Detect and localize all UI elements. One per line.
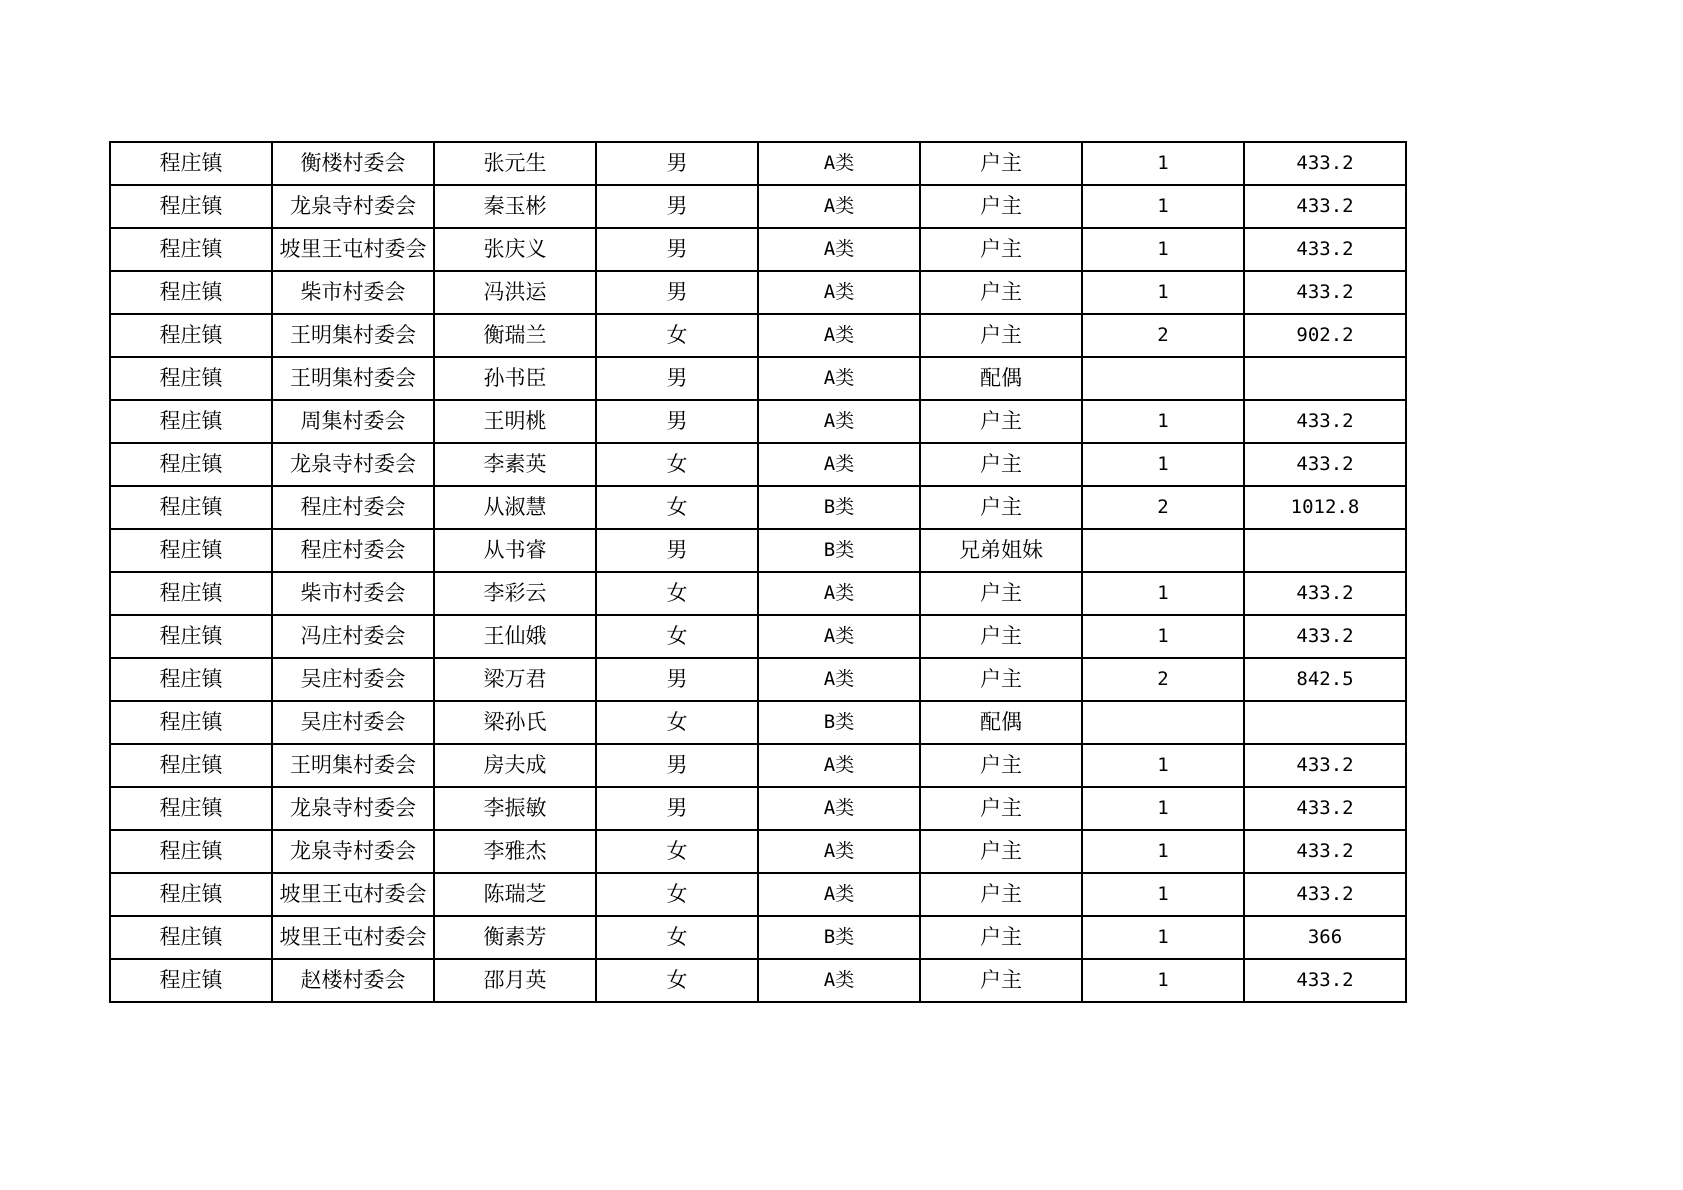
category-cell: B类 (758, 701, 920, 744)
amount-cell (1244, 701, 1406, 744)
name-cell: 梁孙氏 (434, 701, 596, 744)
relation-cell: 户主 (920, 486, 1082, 529)
category-cell: A类 (758, 443, 920, 486)
amount-cell: 433.2 (1244, 443, 1406, 486)
table-row (110, 572, 1406, 615)
relation-cell: 户主 (920, 400, 1082, 443)
village-cell: 衡楼村委会 (272, 142, 434, 185)
village-cell: 龙泉寺村委会 (272, 185, 434, 228)
gender-cell: 男 (596, 787, 758, 830)
table-row (110, 400, 1406, 443)
table-row (110, 873, 1406, 916)
household-count-cell: 1 (1082, 615, 1244, 658)
amount-cell: 433.2 (1244, 830, 1406, 873)
category-cell: A类 (758, 615, 920, 658)
name-cell: 衡瑞兰 (434, 314, 596, 357)
category-cell: A类 (758, 744, 920, 787)
gender-cell: 女 (596, 314, 758, 357)
amount-cell: 433.2 (1244, 185, 1406, 228)
relation-cell: 配偶 (920, 357, 1082, 400)
category-cell: A类 (758, 228, 920, 271)
town-cell: 程庄镇 (110, 873, 272, 916)
amount-cell (1244, 357, 1406, 400)
household-count-cell: 1 (1082, 744, 1244, 787)
name-cell: 秦玉彬 (434, 185, 596, 228)
village-cell: 王明集村委会 (272, 744, 434, 787)
table-row (110, 271, 1406, 314)
gender-cell: 女 (596, 830, 758, 873)
category-cell: A类 (758, 873, 920, 916)
relation-cell: 户主 (920, 228, 1082, 271)
relation-cell: 户主 (920, 916, 1082, 959)
category-cell: B类 (758, 486, 920, 529)
gender-cell: 女 (596, 615, 758, 658)
relation-cell: 户主 (920, 142, 1082, 185)
household-count-cell: 1 (1082, 271, 1244, 314)
relation-cell: 户主 (920, 185, 1082, 228)
name-cell: 孙书臣 (434, 357, 596, 400)
amount-cell: 433.2 (1244, 873, 1406, 916)
town-cell: 程庄镇 (110, 443, 272, 486)
table-row (110, 357, 1406, 400)
household-count-cell: 1 (1082, 572, 1244, 615)
category-cell: B类 (758, 916, 920, 959)
village-cell: 程庄村委会 (272, 529, 434, 572)
household-count-cell: 1 (1082, 185, 1244, 228)
amount-cell: 433.2 (1244, 572, 1406, 615)
name-cell: 邵月英 (434, 959, 596, 1002)
category-cell: A类 (758, 658, 920, 701)
relation-cell: 户主 (920, 830, 1082, 873)
village-cell: 吴庄村委会 (272, 658, 434, 701)
name-cell: 张庆义 (434, 228, 596, 271)
household-count-cell: 1 (1082, 916, 1244, 959)
gender-cell: 女 (596, 916, 758, 959)
table-row (110, 744, 1406, 787)
category-cell: A类 (758, 830, 920, 873)
relation-cell: 户主 (920, 959, 1082, 1002)
gender-cell: 男 (596, 185, 758, 228)
household-count-cell: 2 (1082, 486, 1244, 529)
amount-cell: 1012.8 (1244, 486, 1406, 529)
amount-cell: 433.2 (1244, 228, 1406, 271)
amount-cell: 433.2 (1244, 744, 1406, 787)
village-cell: 龙泉寺村委会 (272, 787, 434, 830)
relation-cell: 户主 (920, 615, 1082, 658)
name-cell: 梁万君 (434, 658, 596, 701)
village-cell: 龙泉寺村委会 (272, 443, 434, 486)
name-cell: 衡素芳 (434, 916, 596, 959)
gender-cell: 男 (596, 744, 758, 787)
village-cell: 王明集村委会 (272, 357, 434, 400)
gender-cell: 女 (596, 959, 758, 1002)
town-cell: 程庄镇 (110, 787, 272, 830)
table-row (110, 228, 1406, 271)
amount-cell: 902.2 (1244, 314, 1406, 357)
gender-cell: 女 (596, 486, 758, 529)
table-row (110, 830, 1406, 873)
gender-cell: 女 (596, 873, 758, 916)
amount-cell: 433.2 (1244, 271, 1406, 314)
household-count-cell: 1 (1082, 830, 1244, 873)
gender-cell: 男 (596, 271, 758, 314)
category-cell: B类 (758, 529, 920, 572)
name-cell: 从淑慧 (434, 486, 596, 529)
name-cell: 王明桃 (434, 400, 596, 443)
town-cell: 程庄镇 (110, 701, 272, 744)
category-cell: A类 (758, 787, 920, 830)
table-row (110, 314, 1406, 357)
amount-cell: 433.2 (1244, 142, 1406, 185)
gender-cell: 男 (596, 357, 758, 400)
relation-cell: 户主 (920, 271, 1082, 314)
name-cell: 陈瑞芝 (434, 873, 596, 916)
name-cell: 从书睿 (434, 529, 596, 572)
category-cell: A类 (758, 271, 920, 314)
name-cell: 李彩云 (434, 572, 596, 615)
relation-cell: 户主 (920, 443, 1082, 486)
household-count-cell (1082, 357, 1244, 400)
category-cell: A类 (758, 357, 920, 400)
relation-cell: 户主 (920, 572, 1082, 615)
amount-cell: 433.2 (1244, 787, 1406, 830)
relation-cell: 户主 (920, 314, 1082, 357)
amount-cell: 842.5 (1244, 658, 1406, 701)
amount-cell: 366 (1244, 916, 1406, 959)
table-row (110, 959, 1406, 1002)
table-row (110, 615, 1406, 658)
relation-cell: 户主 (920, 744, 1082, 787)
category-cell: A类 (758, 185, 920, 228)
village-cell: 程庄村委会 (272, 486, 434, 529)
town-cell: 程庄镇 (110, 959, 272, 1002)
village-cell: 坡里王屯村委会 (272, 873, 434, 916)
village-cell: 冯庄村委会 (272, 615, 434, 658)
gender-cell: 男 (596, 142, 758, 185)
town-cell: 程庄镇 (110, 314, 272, 357)
village-cell: 赵楼村委会 (272, 959, 434, 1002)
table-row (110, 787, 1406, 830)
household-count-cell (1082, 529, 1244, 572)
category-cell: A类 (758, 314, 920, 357)
household-count-cell: 2 (1082, 314, 1244, 357)
relation-cell: 户主 (920, 873, 1082, 916)
town-cell: 程庄镇 (110, 228, 272, 271)
table-row (110, 701, 1406, 744)
town-cell: 程庄镇 (110, 572, 272, 615)
category-cell: A类 (758, 959, 920, 1002)
household-count-cell: 1 (1082, 787, 1244, 830)
relation-cell: 户主 (920, 658, 1082, 701)
village-cell: 坡里王屯村委会 (272, 916, 434, 959)
relation-cell: 户主 (920, 787, 1082, 830)
gender-cell: 男 (596, 658, 758, 701)
town-cell: 程庄镇 (110, 271, 272, 314)
table-row (110, 443, 1406, 486)
household-count-cell: 1 (1082, 959, 1244, 1002)
village-cell: 吴庄村委会 (272, 701, 434, 744)
village-cell: 王明集村委会 (272, 314, 434, 357)
table-row (110, 916, 1406, 959)
village-cell: 柴市村委会 (272, 271, 434, 314)
household-count-cell: 1 (1082, 873, 1244, 916)
town-cell: 程庄镇 (110, 486, 272, 529)
table-row (110, 529, 1406, 572)
household-count-cell: 2 (1082, 658, 1244, 701)
village-cell: 柴市村委会 (272, 572, 434, 615)
household-count-cell: 1 (1082, 443, 1244, 486)
category-cell: A类 (758, 572, 920, 615)
village-cell: 坡里王屯村委会 (272, 228, 434, 271)
amount-cell: 433.2 (1244, 400, 1406, 443)
town-cell: 程庄镇 (110, 615, 272, 658)
household-count-cell: 1 (1082, 142, 1244, 185)
name-cell: 冯洪运 (434, 271, 596, 314)
gender-cell: 男 (596, 529, 758, 572)
name-cell: 李素英 (434, 443, 596, 486)
table-row (110, 185, 1406, 228)
gender-cell: 女 (596, 443, 758, 486)
data-table (109, 141, 1407, 1003)
table-row (110, 658, 1406, 701)
household-count-cell: 1 (1082, 400, 1244, 443)
household-count-cell (1082, 701, 1244, 744)
village-cell: 龙泉寺村委会 (272, 830, 434, 873)
town-cell: 程庄镇 (110, 142, 272, 185)
category-cell: A类 (758, 400, 920, 443)
table-row (110, 142, 1406, 185)
town-cell: 程庄镇 (110, 658, 272, 701)
gender-cell: 男 (596, 400, 758, 443)
amount-cell: 433.2 (1244, 615, 1406, 658)
table-row (110, 486, 1406, 529)
name-cell: 李振敏 (434, 787, 596, 830)
household-count-cell: 1 (1082, 228, 1244, 271)
amount-cell: 433.2 (1244, 959, 1406, 1002)
table-body (110, 142, 1406, 1002)
name-cell: 李雅杰 (434, 830, 596, 873)
name-cell: 张元生 (434, 142, 596, 185)
gender-cell: 男 (596, 228, 758, 271)
town-cell: 程庄镇 (110, 830, 272, 873)
town-cell: 程庄镇 (110, 744, 272, 787)
town-cell: 程庄镇 (110, 916, 272, 959)
town-cell: 程庄镇 (110, 400, 272, 443)
name-cell: 房夫成 (434, 744, 596, 787)
town-cell: 程庄镇 (110, 185, 272, 228)
gender-cell: 女 (596, 701, 758, 744)
relation-cell: 配偶 (920, 701, 1082, 744)
town-cell: 程庄镇 (110, 529, 272, 572)
town-cell: 程庄镇 (110, 357, 272, 400)
gender-cell: 女 (596, 572, 758, 615)
amount-cell (1244, 529, 1406, 572)
relation-cell: 兄弟姐妹 (920, 529, 1082, 572)
category-cell: A类 (758, 142, 920, 185)
village-cell: 周集村委会 (272, 400, 434, 443)
name-cell: 王仙娥 (434, 615, 596, 658)
